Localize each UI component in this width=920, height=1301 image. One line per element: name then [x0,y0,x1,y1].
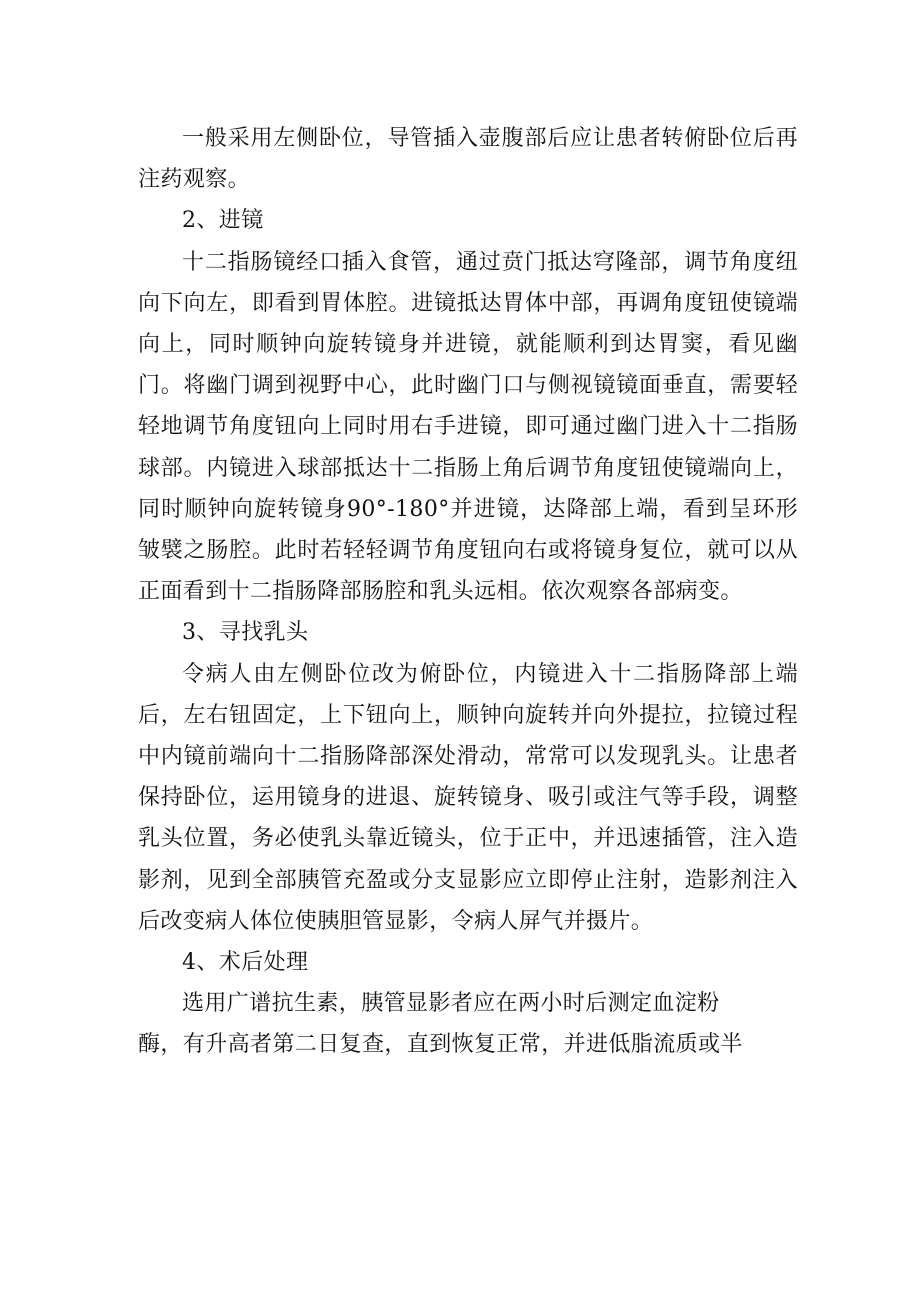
paragraph-patient-position: 一般采用左侧卧位，导管插入壶腹部后应让患者转俯卧位后再注药观察。 [138,126,798,193]
heading-postoperative-care: 4、术后处理 [182,950,309,976]
text-line: 酶，有升高者第二日复查，直到恢复正常，并进低脂流质或半 [138,1032,743,1058]
document-body [138,118,798,1066]
heading-scope-insertion: 2、进镜 [182,208,264,234]
paragraph-find-papilla: 令病人由左侧卧位改为俯卧位，内镜进入十二指肠降部上端后，左右钮固定，上下钮向上，顺钟向旋转并向外提拉，拉镜过程中内镜前端向十二指肠降部深处滑动，常常可以发现乳头。让患者保持卧位，运用镜身的进退、旋转镜身、吸引或注气等手段，调整乳头位置，务必使乳头靠近镜头，位于正中，并迅速插管，注入造影剂，见到全部胰管充盈或分支显影应立即停止注射，造影剂注入后改变病人体位使胰胆管显影，令病人屏气并摄片。 [138,661,798,934]
paragraph-scope-insertion: 十二指肠镜经口插入食管，通过贲门抵达穹隆部，调节角度纽向下向左，即看到胃体腔。进镜抵达胃体中部，再调角度钮使镜端向上，同时顺钟向旋转镜身并进镜，就能顺利到达胃窦，看见幽门。将幽门调到视野中心，此时幽门口与侧视镜镜面垂直，需要轻轻地调节角度钮向上同时用右手进镜，即可通过幽门进入十二指肠球部。内镜进入球部抵达十二指肠上角后调节角度钮使镜端向上，同时顺钟向旋转镜身90°-180°并进镜，达降部上端，看到呈环形皱襞之肠腔。此时若轻轻调节角度钮向右或将镜身复位，就可以从正面看到十二指肠降部肠腔和乳头远相。依次观察各部病变。 [138,249,798,605]
heading-find-papilla: 3、寻找乳头 [182,620,309,646]
paragraph-postoperative-care [138,983,798,1065]
text-line: 选用广谱抗生素，胰管显影者应在两小时后测定血淀粉 [182,991,720,1017]
